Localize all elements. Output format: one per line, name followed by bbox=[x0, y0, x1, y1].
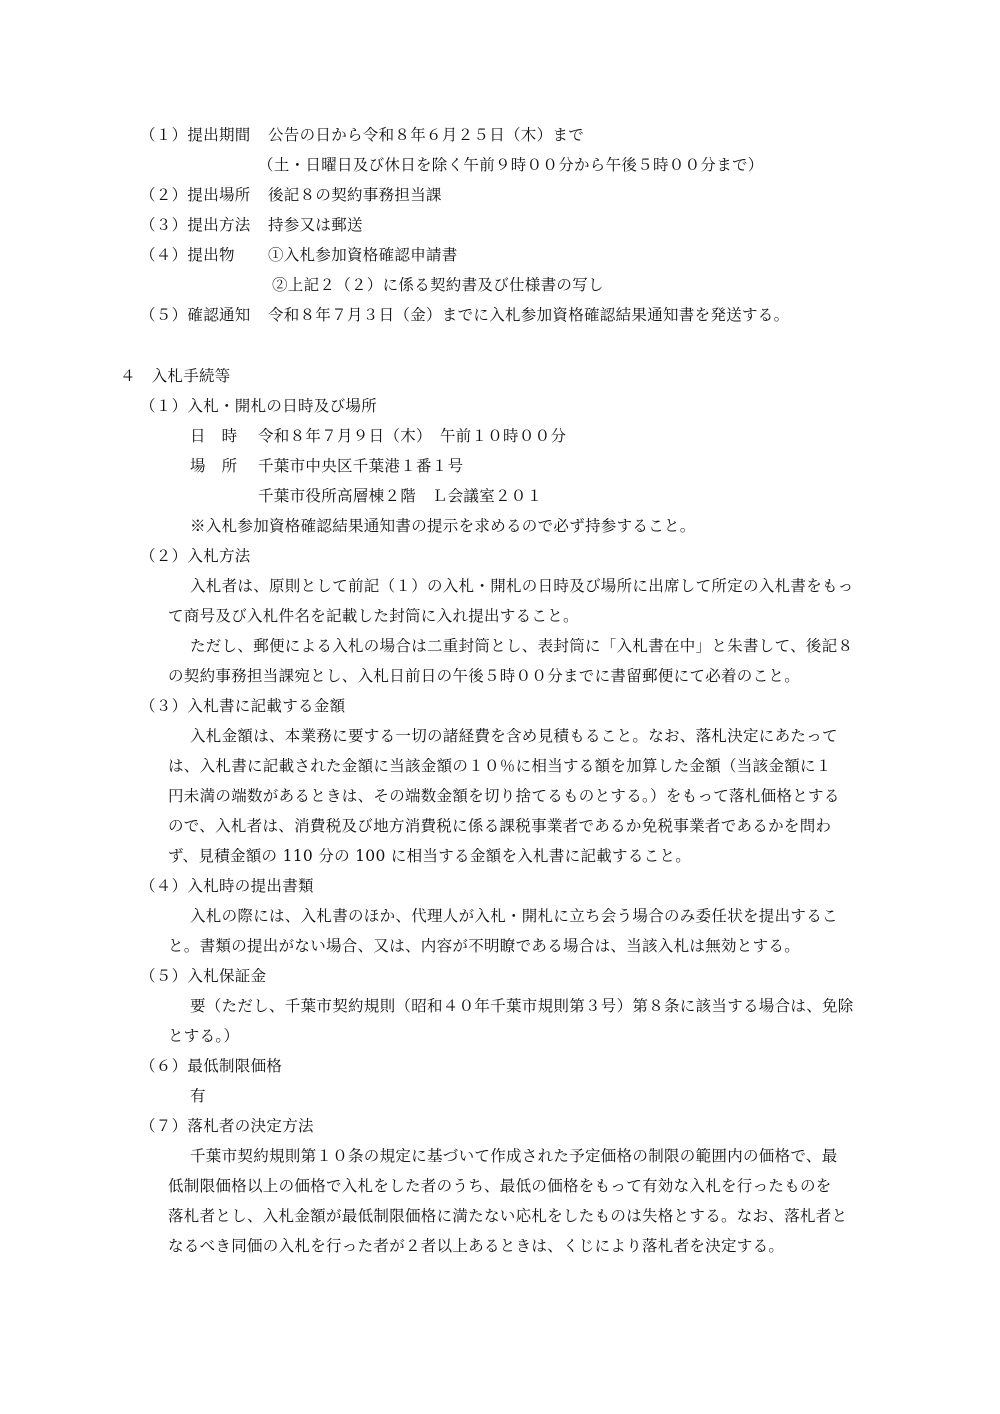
period-label: （１）提出期間 bbox=[140, 126, 251, 144]
s7-title: （７）落札者の決定方法 bbox=[140, 1117, 314, 1135]
s3-title: （３）入札書に記載する金額 bbox=[140, 697, 346, 715]
s1-note: ※入札参加資格確認結果通知書の提示を求めるので必ず持参すること。 bbox=[190, 517, 696, 535]
s3-line-2: は、入札書に記載された金額に当該金額の１０％に相当する額を加算した金額（当該金額に１ bbox=[168, 757, 832, 775]
method-label: （３）提出方法 bbox=[140, 216, 251, 234]
s1-datetime-value: 令和８年７月９日（木） 午前１０時００分 bbox=[258, 427, 567, 445]
method-value: 持参又は郵送 bbox=[268, 216, 363, 234]
s3-line-1: 入札金額は、本業務に要する一切の諸経費を含め見積もること。なお、落札決定にあたって bbox=[190, 727, 838, 745]
s1-title: （１）入札・開札の日時及び場所 bbox=[140, 397, 378, 415]
s5-line-2: とする。） bbox=[168, 1027, 240, 1045]
period-note: （土・日曜日及び休日を除く午前９時００分から午後５時００分まで） bbox=[258, 156, 764, 174]
docs-label: （４）提出物 bbox=[140, 246, 235, 264]
s2-p1-line-2: て商号及び入札件名を記載した封筒に入れ提出すること。 bbox=[168, 607, 579, 625]
s2-p2-line-2: の契約事務担当課宛とし、入札日前日の午後５時００分までに書留郵便にて必着のこと。 bbox=[168, 667, 801, 685]
docs-item-1: ①入札参加資格確認申請書 bbox=[268, 246, 458, 264]
s1-place-label: 場 所 bbox=[190, 457, 238, 475]
s2-p1-line-1: 入札者は、原則として前記（１）の入札・開札の日時及び場所に出席して所定の入札書をもっ bbox=[190, 577, 854, 595]
s1-place-line-2: 千葉市役所高層棟２階 Ｌ会議室２０１ bbox=[258, 487, 543, 505]
s3-line-3: 円未満の端数があるときは、その端数金額を切り捨てるものとする。）をもって落札価格とする bbox=[168, 787, 840, 805]
s3-line-5: ず、見積金額の 110 分の 100 に相当する金額を入札書に記載すること。 bbox=[168, 847, 692, 865]
docs-item-2: ②上記２（２）に係る契約書及び仕様書の写し bbox=[272, 276, 604, 294]
s1-datetime-label: 日 時 bbox=[190, 427, 238, 445]
section-4-heading: ４ 入札手続等 bbox=[120, 367, 231, 385]
s5-line-1: 要（ただし、千葉市契約規則（昭和４０年千葉市規則第３号）第８条に該当する場合は、免除 bbox=[190, 997, 854, 1015]
s2-title: （２）入札方法 bbox=[140, 547, 251, 565]
notice-label: （５）確認通知 bbox=[140, 306, 251, 324]
s3-line-4: ので、入札者は、消費税及び地方消費税に係る課税事業者であるか免税事業者であるかを問わ bbox=[168, 817, 832, 835]
s7-line-1: 千葉市契約規則第１０条の規定に基づいて作成された予定価格の制限の範囲内の価格で、最 bbox=[190, 1147, 838, 1165]
period-value: 公告の日から令和８年６月２５日（木）まで bbox=[268, 126, 585, 144]
s4-line-2: と。書類の提出がない場合、又は、内容が不明瞭である場合は、当該入札は無効とする。 bbox=[168, 937, 801, 955]
notice-value: 令和８年７月３日（金）までに入札参加資格確認結果通知書を発送する。 bbox=[268, 306, 790, 324]
s7-line-3: 落札者とし、入札金額が最低制限価格に満たない応札をしたものは失格とする。なお、落札者と bbox=[168, 1207, 848, 1225]
s6-title: （６）最低制限価格 bbox=[140, 1057, 283, 1075]
s6-value: 有 bbox=[190, 1087, 206, 1105]
s4-title: （４）入札時の提出書類 bbox=[140, 877, 314, 895]
place-label: （２）提出場所 bbox=[140, 186, 251, 204]
s7-line-4: なるべき同価の入札を行った者が２者以上あるときは、くじにより落札者を決定する。 bbox=[168, 1237, 785, 1255]
s7-line-2: 低制限価格以上の価格で入札をした者のうち、最低の価格をもって有効な入札を行ったものを bbox=[168, 1177, 832, 1195]
s2-p2-line-1: ただし、郵便による入札の場合は二重封筒とし、表封筒に「入札書在中」と朱書して、後記８ bbox=[190, 637, 854, 655]
s5-title: （５）入札保証金 bbox=[140, 967, 267, 985]
s1-place-line-1: 千葉市中央区千葉港１番１号 bbox=[258, 457, 464, 475]
s4-line-1: 入札の際には、入札書のほか、代理人が入札・開札に立ち会う場合のみ委任状を提出するこ bbox=[190, 907, 838, 925]
place-value: 後記８の契約事務担当課 bbox=[268, 186, 442, 204]
